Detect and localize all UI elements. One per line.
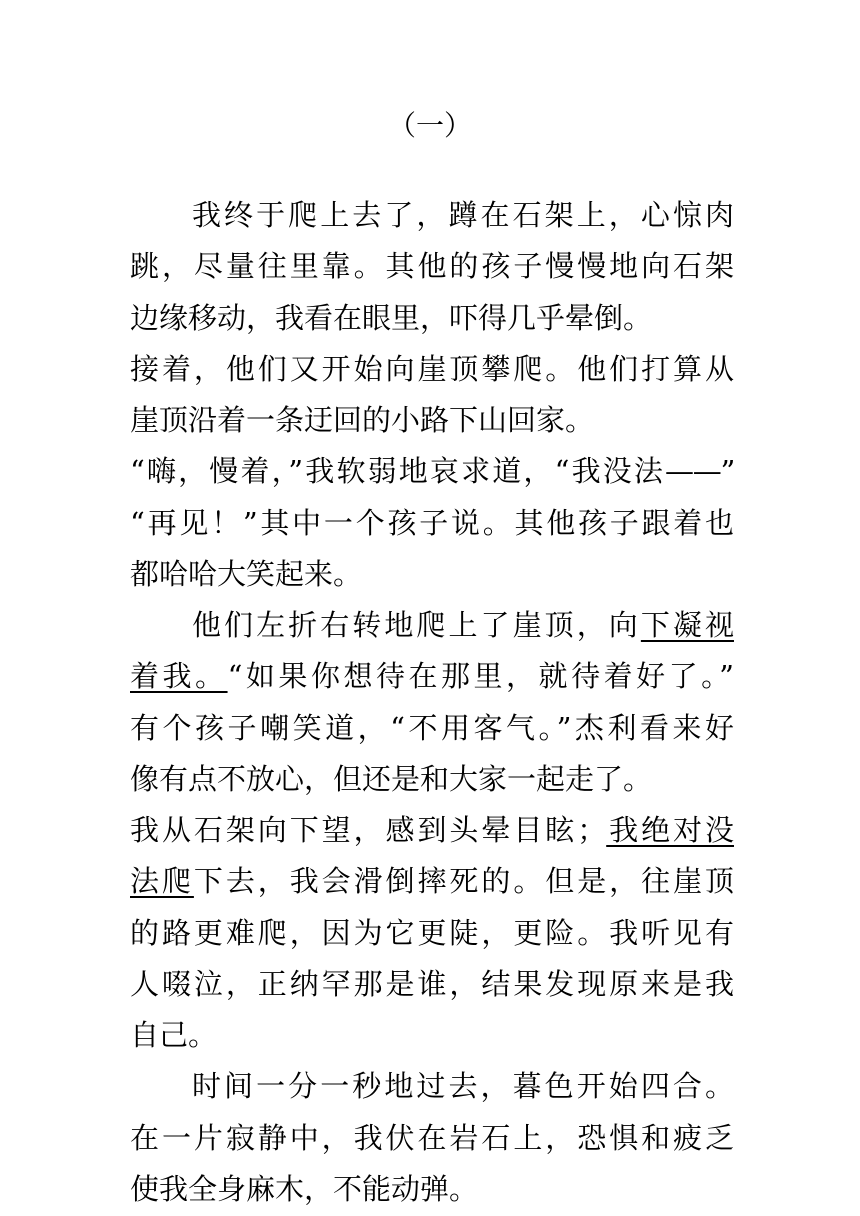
underlined-phrase: 下凝视	[640, 608, 734, 642]
text-line: 使我全身麻木，不能动弹。	[130, 1171, 479, 1206]
text-line: 边缘移动，我看在眼里，吓得几乎晕倒。	[130, 300, 653, 335]
text-line: 在一片寂静中，我伏在岩石上，恐惧和疲乏	[130, 1120, 734, 1155]
text-line: 都哈哈大笑起来。	[130, 556, 363, 591]
story-text	[130, 190, 734, 1215]
text-line: 崖顶沿着一条迂回的小路下山回家。	[130, 403, 595, 437]
text-line: 跳，尽量往里靠。其他的孩子慢慢地向石架	[130, 249, 734, 284]
text-line	[130, 600, 734, 651]
text-line	[130, 805, 734, 856]
text-segment: 他们左折右转地爬上了崖顶，向	[192, 608, 641, 642]
text-line: “再见！”其中一个孩子说。其他孩子跟着也	[130, 505, 734, 540]
text-line: 我终于爬上去了，蹲在石架上，心惊肉	[192, 198, 734, 232]
text-line	[130, 651, 734, 702]
text-segment: 我从石架向下望，感到头晕目眩；	[130, 813, 607, 847]
underlined-phrase: 着我。	[130, 659, 228, 694]
text-line	[130, 856, 734, 907]
underlined-phrase: 法爬	[130, 864, 194, 899]
underlined-phrase: 我绝对没	[606, 813, 734, 847]
text-line: 的路更难爬，因为它更陡，更险。我听见有	[130, 915, 734, 950]
text-segment: “如果你想待在那里，就待着好了。”	[227, 659, 734, 694]
text-line: 自己。	[130, 1018, 218, 1052]
text-line: “嗨，慢着，”我软弱地哀求道，“我没法——”	[130, 454, 734, 489]
text-line: 接着，他们又开始向崖顶攀爬。他们打算从	[130, 351, 734, 386]
text-segment: 下去，我会滑倒摔死的。但是，往崖顶	[193, 864, 734, 899]
text-line: 有个孩子嘲笑道，“不用客气。”杰利看来好	[130, 710, 734, 745]
text-line: 像有点不放心，但还是和大家一起走了。	[130, 761, 653, 796]
text-line: 人啜泣，正纳罕那是谁，结果发现原来是我	[130, 966, 734, 1001]
text-line: 时间一分一秒地过去，暮色开始四合。	[192, 1069, 734, 1104]
section-title: （一）	[387, 109, 472, 142]
